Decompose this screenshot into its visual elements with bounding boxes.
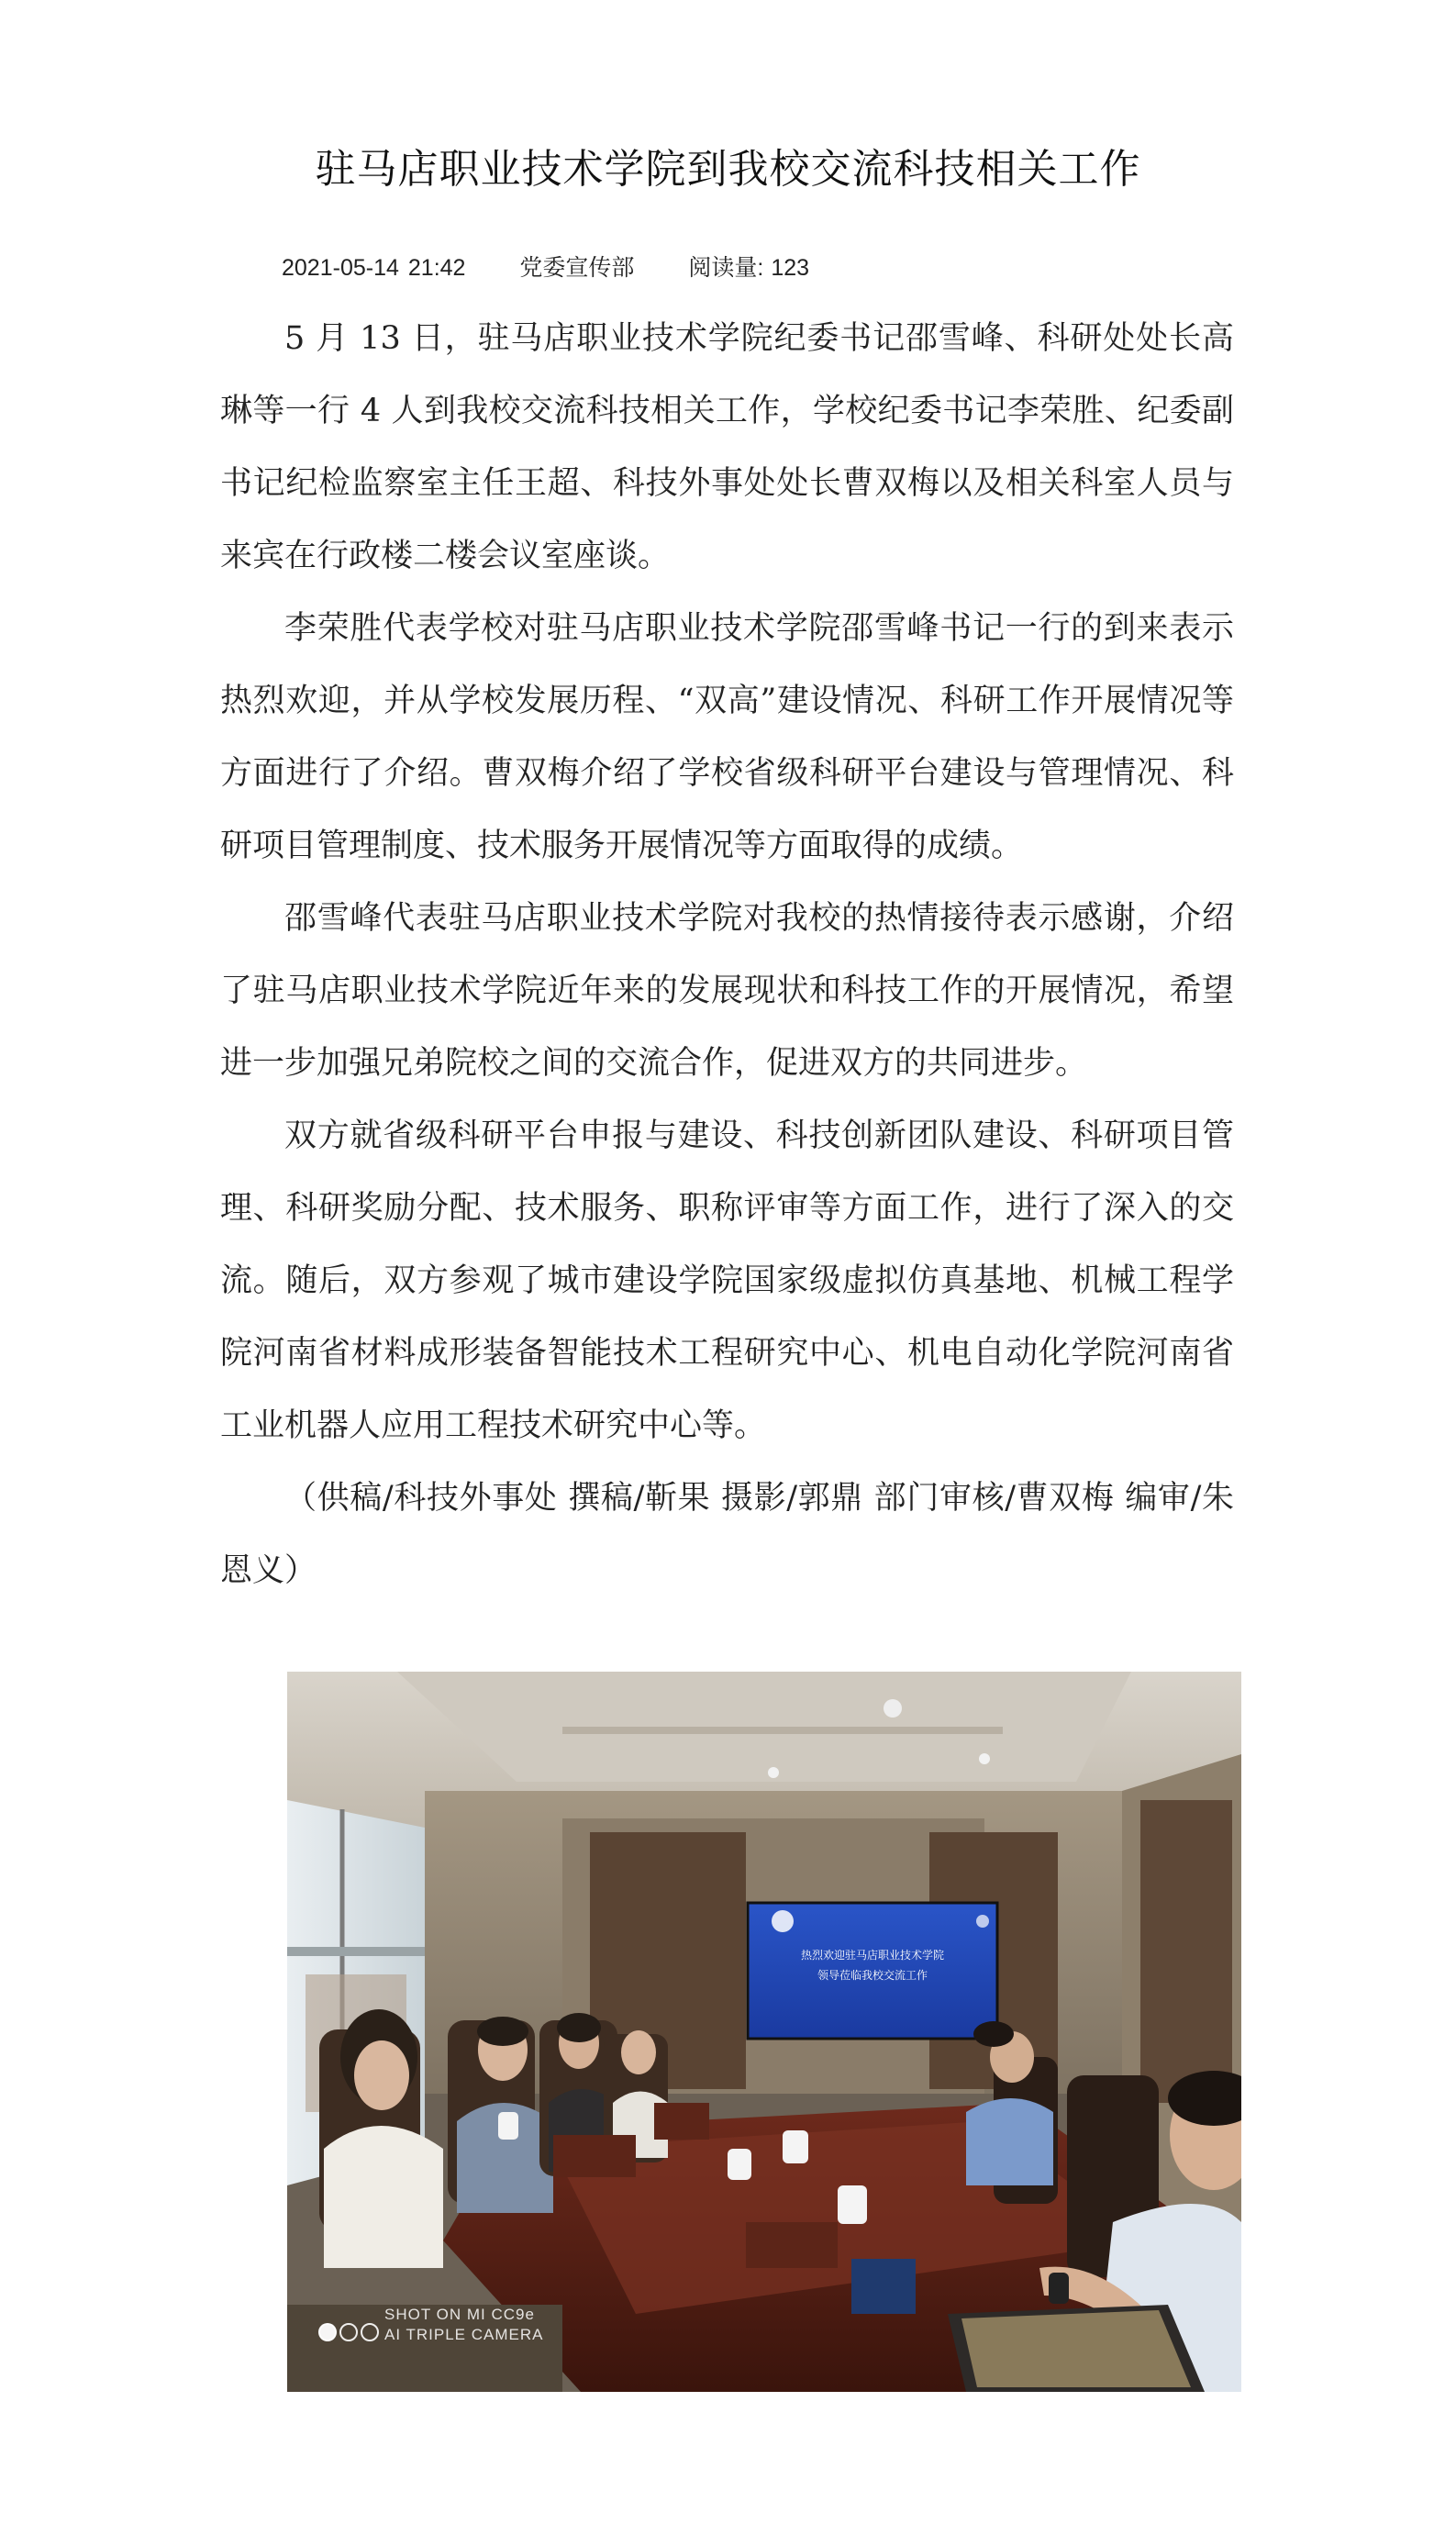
meeting-photo-illustration [287,1672,1241,2392]
watermark-text [384,2305,543,2345]
paragraph: 邵雪峰代表驻马店职业技术学院对我校的热情接待表示感谢，介绍了驻马店职业技术学院近年来的发展现状和科技工作的开展情况，希望进一步加强兄弟院校之间的交流合作，促进双方的共同进步。 [220,900,1234,1082]
camera-watermark [318,2305,621,2360]
watermark-dots [318,2321,382,2341]
article-title: 驻马店职业技术学院到我校交流科技相关工作 [315,146,1141,193]
article-body [220,303,1234,1607]
paragraph: 5 月 13 日，驻马店职业技术学院纪委书记邵雪峰、科研处处长高琳等一行 4 人到我校交流科技相关工作，学校纪委书记李荣胜、纪委副书记纪检监察室主任王超、科技外事处处长曹双梅以及相关科室人员与来宾在行政楼二楼会议室座谈。 [220,320,1234,574]
screen-caption-line2: 领导莅临我校交流工作 [817,1969,928,1982]
watermark-line1: SHOT ON MI CC9e [384,2306,535,2323]
screen-caption-line1: 热烈欢迎驻马店职业技术学院 [800,1949,944,1962]
views-label: 阅读量: [688,255,764,281]
watermark-line2: AI TRIPLE CAMERA [384,2326,544,2343]
views-count: 123 [771,255,810,281]
article-meta [282,250,857,283]
watermark-dot-icon [339,2323,358,2341]
meeting-photo [287,1672,1241,2392]
credits-paragraph: （供稿/科技外事处 撰稿/靳果 摄影/郭鼎 部门审核/曹双梅 编审/朱恩义） [220,1480,1234,1589]
paragraph: 双方就省级科研平台申报与建设、科技创新团队建设、科研项目管理、科研奖励分配、技术服务、职称评审等方面工作，进行了深入的交流。随后，双方参观了城市建设学院国家级虚拟仿真基地、机械工程学院河南省材料成形装备智能技术工程研究中心、机电自动化学院河南省工业机器人应用工程技术研究中心等。 [220,1117,1234,1444]
publish-time: 21:42 [407,255,466,281]
publish-department: 党委宣传部 [519,255,635,281]
publish-date: 2021-05-14 [282,255,399,281]
watermark-dot-icon [318,2323,337,2341]
paragraph: 李荣胜代表学校对驻马店职业技术学院邵雪峰书记一行的到来表示热烈欢迎，并从学校发展历程、“双高”建设情况、科研工作开展情况等方面进行了介绍。曹双梅介绍了学校省级科研平台建设与管理情况、科研项目管理制度、技术服务开展情况等方面取得的成绩。 [220,610,1234,864]
watermark-dot-icon [361,2323,379,2341]
